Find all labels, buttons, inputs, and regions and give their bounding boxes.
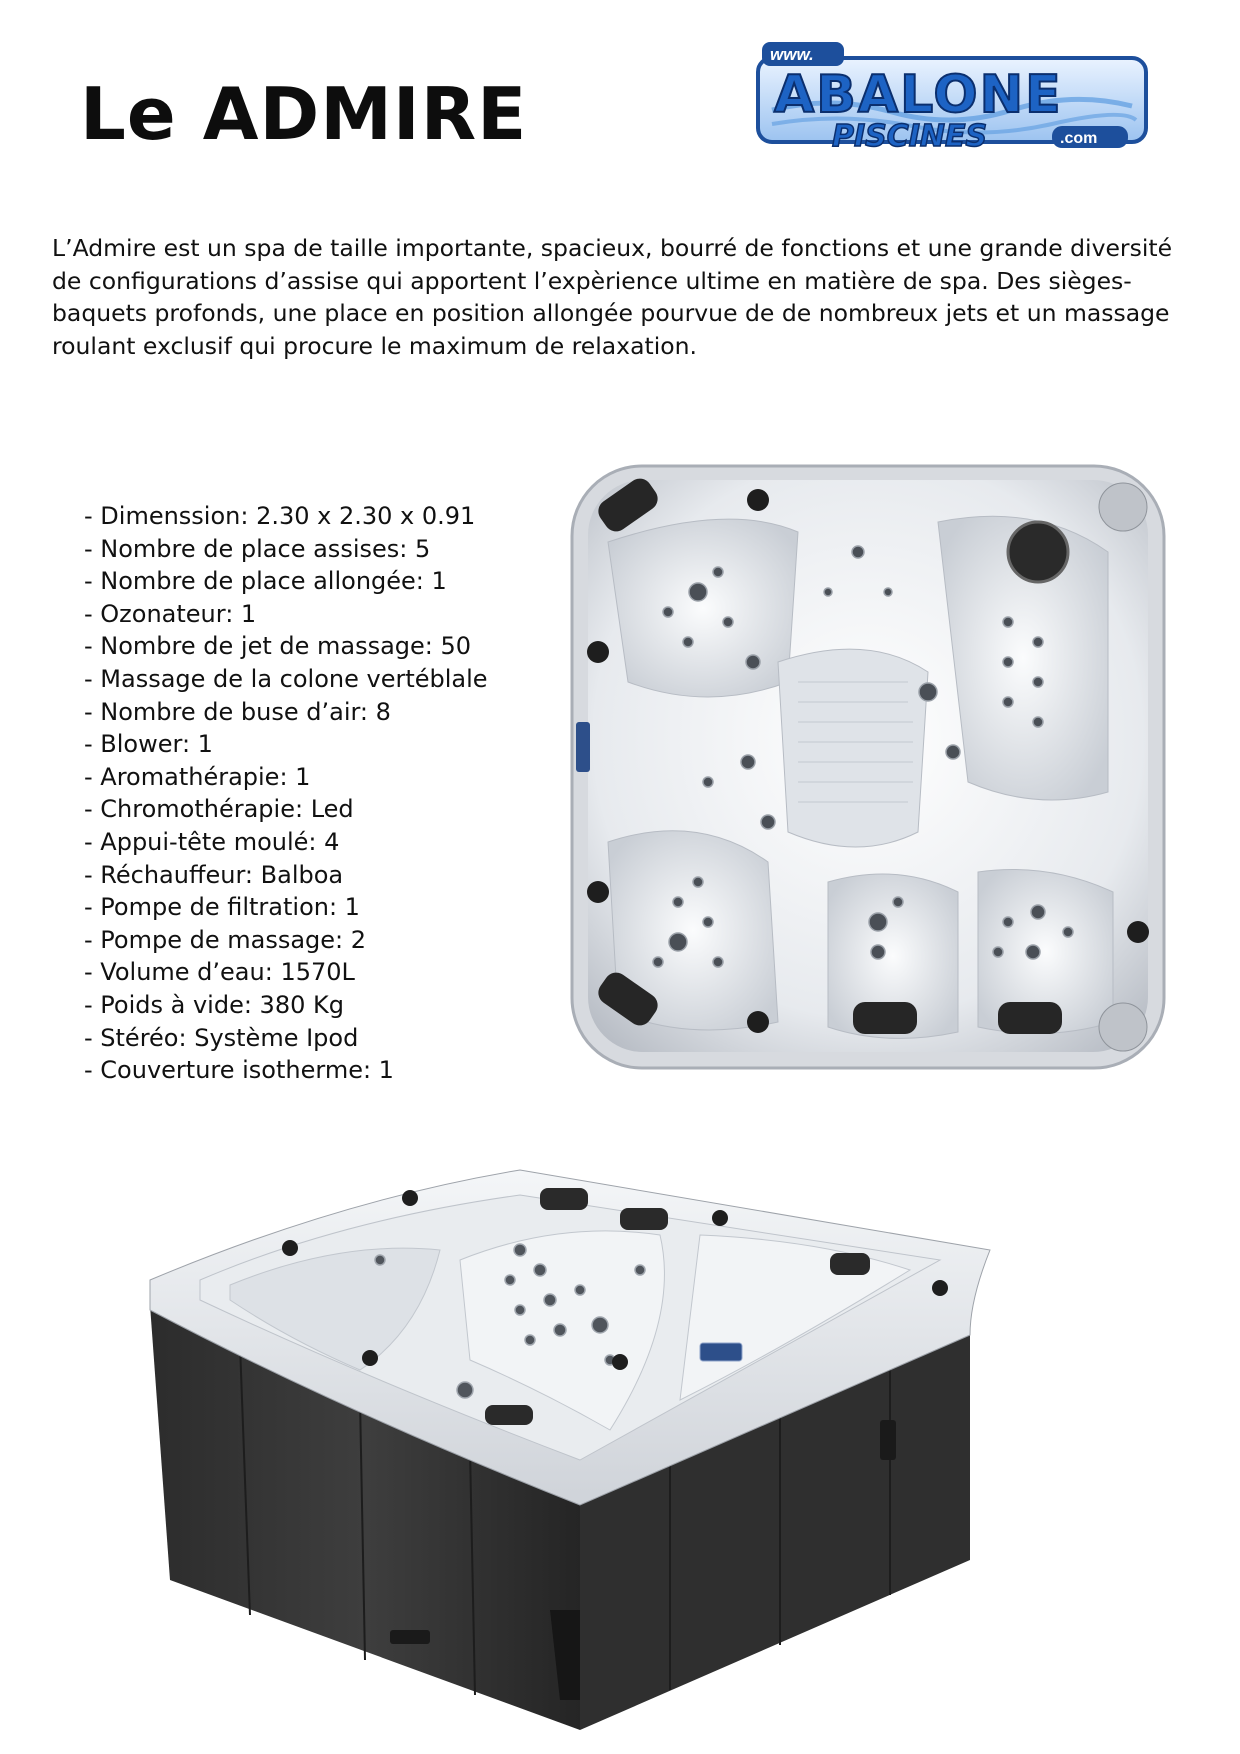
spec-item: - Nombre de place allongée: 1: [84, 567, 447, 596]
spec-item: - Dimenssion: 2.30 x 2.30 x 0.91: [84, 502, 476, 530]
spec-item: - Réchauffeur: Balboa: [84, 860, 344, 889]
spec-item: - Massage de la colone vertéblale: [84, 664, 488, 693]
spec-item: - Ozonateur: 1: [84, 599, 257, 628]
spec-item: - Volume d’eau: 1570L: [84, 958, 355, 987]
spec-item: - Couverture isotherme: 1: [84, 1056, 394, 1085]
abalone-piscines-logo: [752, 40, 1152, 158]
spec-item: - Stéréo: Système Ipod: [84, 1023, 359, 1052]
logo-www: www.: [770, 45, 814, 64]
page-title: Le ADMIRE: [80, 72, 528, 156]
spec-item: - Poids à vide: 380 Kg: [84, 990, 344, 1019]
spec-item: - Appui-tête moulé: 4: [84, 827, 340, 856]
spa-perspective-photo: [140, 1140, 1140, 1730]
spec-item: - Nombre de place assises: 5: [84, 534, 431, 563]
intro-paragraph: L’Admire est un spa de taille importante, spacieux, bourré de fonctions et une grande diversité de configurations d’assise qui apportent l’expèrience ultime en matière de spa. Des sièges-baquets profonds, une place en position allongée pourvue de de nombreux jets et un massage roulant exclusif qui procure le maximum de relaxation.: [52, 234, 1173, 360]
logo-sub: PISCINES: [832, 119, 988, 154]
spec-item: - Blower: 1: [84, 730, 213, 759]
spec-item: - Nombre de jet de massage: 50: [84, 632, 472, 661]
spec-list: [84, 500, 488, 1087]
spa-top-view-photo: [568, 462, 1168, 1072]
spec-item: - Pompe de massage: 2: [84, 925, 367, 954]
logo-tld: .com: [1060, 130, 1098, 147]
logo-brand: ABALONE: [774, 65, 1063, 125]
spec-item: - Nombre de buse d’air: 8: [84, 697, 391, 726]
spec-item: - Pompe de filtration: 1: [84, 893, 360, 922]
spec-item: - Aromathérapie: 1: [84, 762, 311, 791]
spec-item: - Chromothérapie: Led: [84, 795, 354, 824]
